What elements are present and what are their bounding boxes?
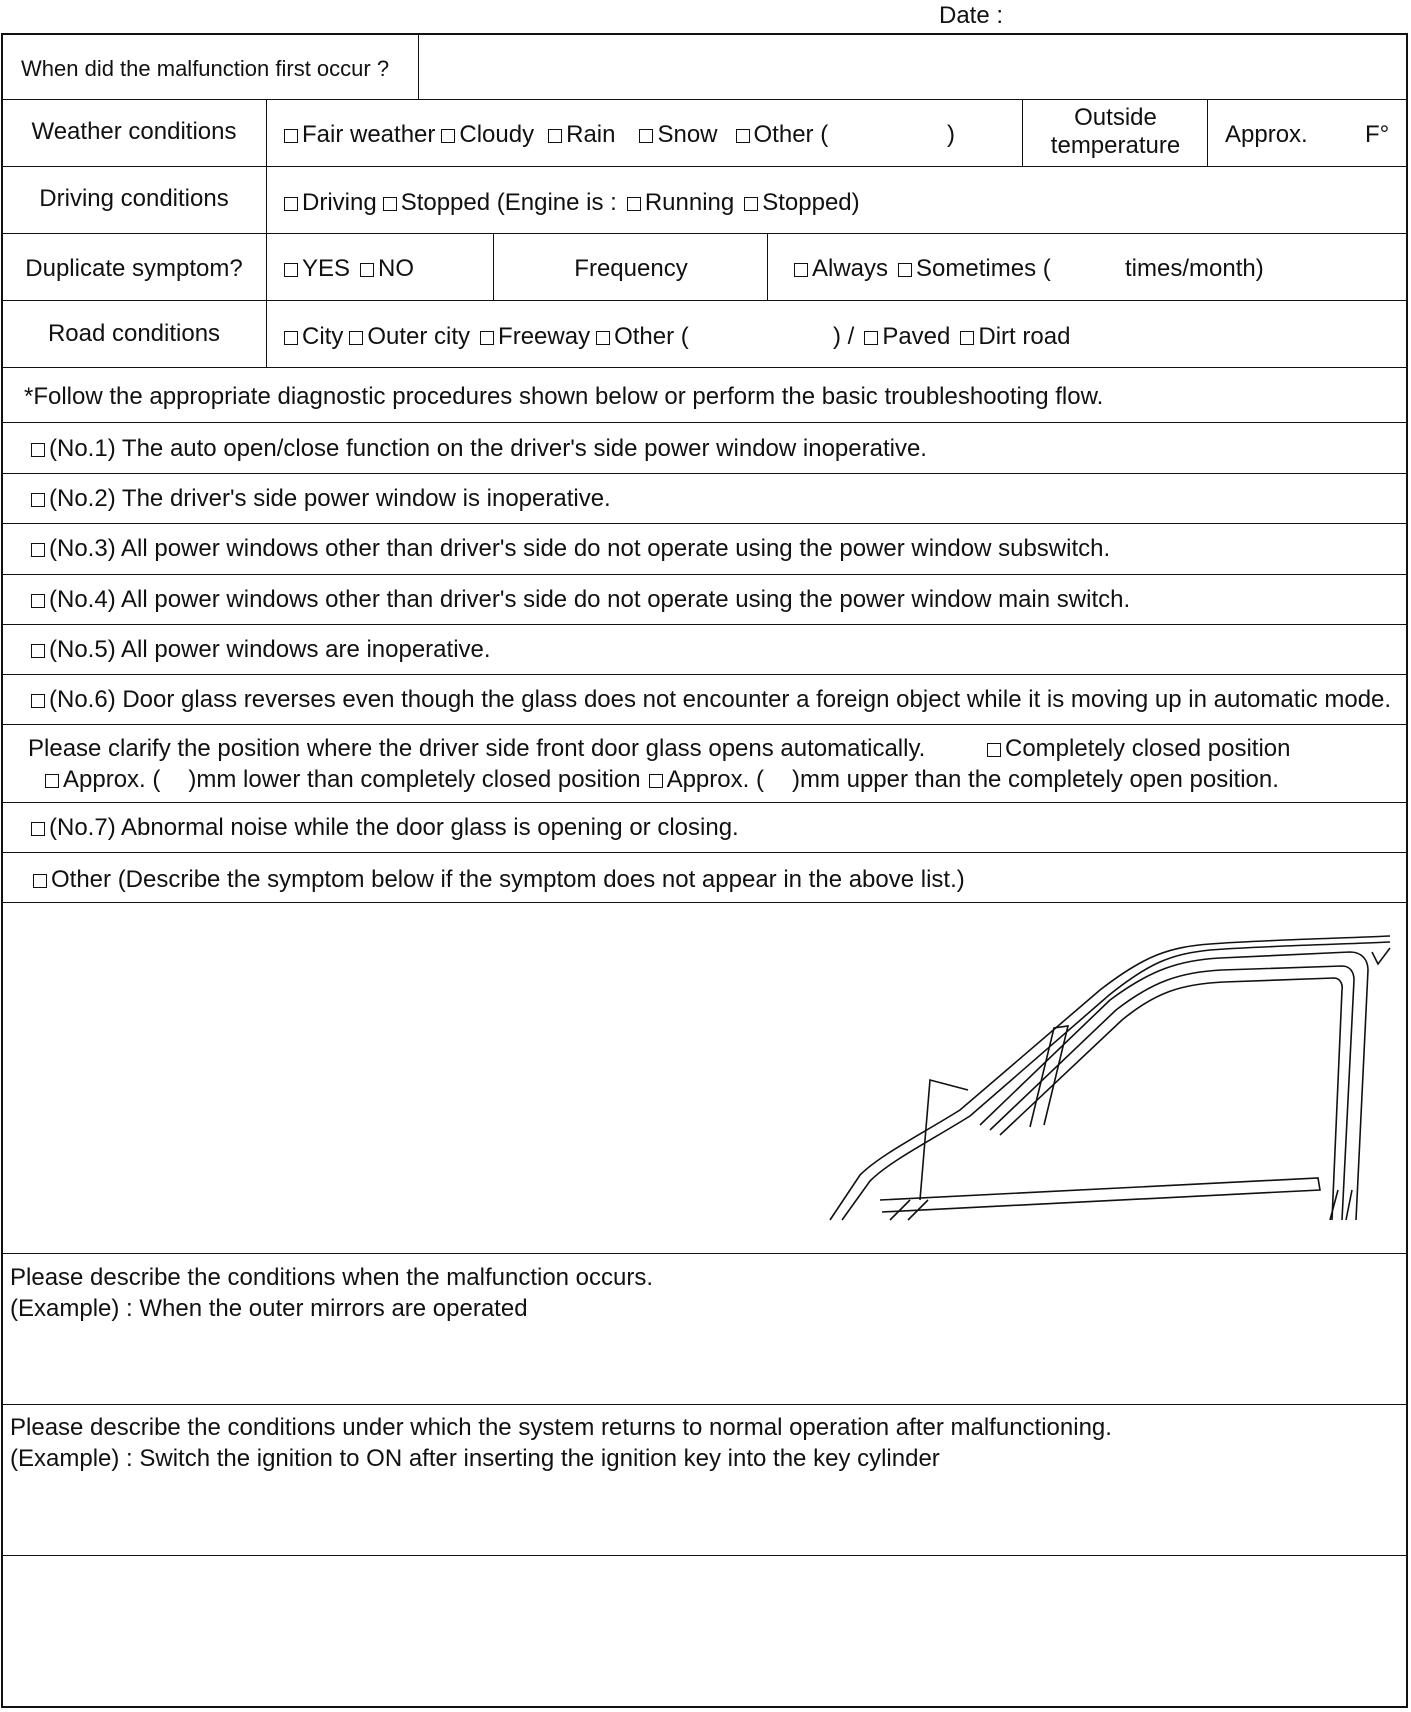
divider xyxy=(1,233,1408,234)
sometimes-label: Sometimes ( xyxy=(916,255,1051,282)
sketch-window-top-3 xyxy=(1000,978,1342,1220)
cloudy-label: Cloudy xyxy=(459,121,535,148)
sketch-glass-edge xyxy=(920,1080,968,1200)
approx-label: Approx. xyxy=(1225,121,1308,148)
yes-label: YES xyxy=(302,255,351,282)
clarify-closed xyxy=(987,735,1290,763)
sketch-corner-vent xyxy=(1372,948,1390,964)
divider xyxy=(1,574,1408,575)
symptom-1 xyxy=(31,435,927,463)
divider xyxy=(1,523,1408,524)
conditions-line2: (Example) : When the outer mirrors are operated xyxy=(10,1295,528,1322)
upper-label-a: Approx. ( xyxy=(666,766,764,793)
divider xyxy=(1,1253,1408,1254)
divider xyxy=(1,166,1408,167)
always-label: Always xyxy=(812,255,889,282)
symptom-5 xyxy=(31,636,491,664)
divider xyxy=(1,422,1408,423)
always-checkbox[interactable] xyxy=(794,263,808,277)
symptom-3 xyxy=(31,535,1110,563)
duplicate-options xyxy=(284,255,414,283)
weather-label: Weather conditions xyxy=(31,118,237,145)
freeway-label: Freeway xyxy=(498,323,591,350)
instruction-text: *Follow the appropriate diagnostic procedures shown below or perform the basic troubleshooting flow. xyxy=(24,383,1104,410)
driving-label: Driving conditions xyxy=(39,185,229,212)
symptom-2-label: (No.2) The driver's side power window is inoperative. xyxy=(49,485,611,512)
running-label: Running xyxy=(644,189,735,216)
symptom-1-label: (No.1) The auto open/close function on the driver's side power window inoperative. xyxy=(49,435,927,462)
lower-label-b: )mm lower than completely closed position xyxy=(188,766,641,793)
first-occur-label: When did the malfunction first occur ? xyxy=(21,56,390,81)
dirt-label: Dirt road xyxy=(978,323,1071,350)
divider xyxy=(1,367,1408,368)
clarify-line2 xyxy=(45,766,1279,794)
driving-options xyxy=(284,189,860,217)
fair-label: Fair weather xyxy=(302,121,436,148)
symptom-4 xyxy=(31,586,1130,614)
rain-checkbox[interactable] xyxy=(548,129,562,143)
road-other-checkbox[interactable] xyxy=(596,331,610,345)
symptom-6-checkbox[interactable] xyxy=(31,694,45,708)
sketch-beltline xyxy=(880,1178,1320,1212)
temp-unit: F° xyxy=(1365,121,1390,148)
sketch-window-top xyxy=(980,952,1368,1220)
symptom-7-label: (No.7) Abnormal noise while the door glass is opening or closing. xyxy=(49,814,739,841)
lower-label-a: Approx. ( xyxy=(63,766,161,793)
symptom-4-label: (No.4) All power windows other than driver's side do not operate using the power window main switch. xyxy=(49,586,1131,613)
divider xyxy=(1,1404,1408,1405)
sometimes-checkbox[interactable] xyxy=(898,263,912,277)
road-label: Road conditions xyxy=(47,320,221,347)
outside-temp-line2: temperature xyxy=(1050,132,1181,159)
divider xyxy=(493,233,494,300)
divider xyxy=(418,33,419,99)
upper-label-b: )mm upper than the completely open position. xyxy=(791,766,1279,793)
symptom-1-checkbox[interactable] xyxy=(31,443,45,457)
frequency-label: Frequency xyxy=(574,255,688,282)
driving-checkbox[interactable] xyxy=(284,197,298,211)
divider xyxy=(266,99,267,367)
road-options xyxy=(284,323,689,351)
dirt-checkbox[interactable] xyxy=(960,331,974,345)
symptom-4-checkbox[interactable] xyxy=(31,594,45,608)
yes-checkbox[interactable] xyxy=(284,263,298,277)
clarify-line1: Please clarify the position where the driver side front door glass opens automatically. xyxy=(28,735,926,762)
symptom-3-label: (No.3) All power windows other than driver's side do not operate using the power window subswitch. xyxy=(49,535,1111,562)
divider xyxy=(1,99,1408,100)
running-checkbox[interactable] xyxy=(627,197,641,211)
symptom-5-label: (No.5) All power windows are inoperative. xyxy=(49,636,491,663)
divider xyxy=(1207,99,1208,166)
divider xyxy=(1,473,1408,474)
divider xyxy=(1,1555,1408,1556)
city-checkbox[interactable] xyxy=(284,331,298,345)
paved-checkbox[interactable] xyxy=(864,331,878,345)
closed-position-checkbox[interactable] xyxy=(987,743,1001,757)
divider xyxy=(1,902,1408,903)
cloudy-checkbox[interactable] xyxy=(441,129,455,143)
rain-label: Rain xyxy=(566,121,616,148)
symptom-2 xyxy=(31,485,611,513)
road-slash: ) / xyxy=(833,323,855,350)
weather-close-paren: ) xyxy=(947,121,955,148)
outer-city-checkbox[interactable] xyxy=(349,331,363,345)
frequency-options xyxy=(794,255,1051,283)
conditions-line1: Please describe the conditions when the malfunction occurs. xyxy=(10,1264,654,1291)
symptom-5-checkbox[interactable] xyxy=(31,644,45,658)
upper-checkbox[interactable] xyxy=(649,774,663,788)
closed-position-label: Completely closed position xyxy=(1005,735,1291,762)
door-glass-sketch xyxy=(790,930,1400,1230)
duplicate-label: Duplicate symptom? xyxy=(25,255,243,282)
other-symptom-checkbox[interactable] xyxy=(33,874,47,888)
divider xyxy=(1,852,1408,853)
paved-label: Paved xyxy=(882,323,951,350)
weather-options xyxy=(284,121,828,149)
divider xyxy=(1,674,1408,675)
other-symptom xyxy=(33,866,965,894)
outside-temp-line1: Outside xyxy=(1074,104,1157,131)
symptom-6 xyxy=(31,686,1391,714)
no-label: NO xyxy=(378,255,415,282)
city-label: City xyxy=(302,323,344,350)
divider xyxy=(1,300,1408,301)
returns-line1: Please describe the conditions under which the system returns to normal operation after malfunctioning. xyxy=(10,1414,1112,1441)
freeway-checkbox[interactable] xyxy=(480,331,494,345)
snow-checkbox[interactable] xyxy=(639,129,653,143)
divider xyxy=(1,724,1408,725)
lower-checkbox[interactable] xyxy=(45,774,59,788)
snow-label: Snow xyxy=(657,121,718,148)
stopped-label: Stopped (Engine is : xyxy=(400,189,617,216)
symptom-7-checkbox[interactable] xyxy=(31,822,45,836)
other-symptom-label: Other (Describe the symptom below if the symptom does not appear in the above list.) xyxy=(51,866,965,893)
road-other-label: Other ( xyxy=(614,323,689,350)
symptom-2-checkbox[interactable] xyxy=(31,493,45,507)
fair-checkbox[interactable] xyxy=(284,129,298,143)
road-options-2 xyxy=(833,323,1070,351)
times-month: times/month) xyxy=(1125,255,1264,282)
symptom-6-label: (No.6) Door glass reverses even though the glass does not encounter a foreign object while it is moving up in automatic mode. xyxy=(49,686,1392,713)
symptom-7 xyxy=(31,814,739,842)
weather-other-checkbox[interactable] xyxy=(736,129,750,143)
weather-other-label: Other ( xyxy=(753,121,829,148)
outer-city-label: Outer city xyxy=(367,323,471,350)
no-checkbox[interactable] xyxy=(360,263,374,277)
engine-stopped-checkbox[interactable] xyxy=(744,197,758,211)
engine-stopped-label: Stopped) xyxy=(762,189,860,216)
symptom-3-checkbox[interactable] xyxy=(31,543,45,557)
divider xyxy=(767,233,768,300)
driving-opt-label: Driving xyxy=(302,189,377,216)
divider xyxy=(1,624,1408,625)
divider xyxy=(1022,99,1023,166)
divider xyxy=(1,802,1408,803)
date-label: Date : xyxy=(939,2,1004,29)
stopped-checkbox[interactable] xyxy=(383,197,397,211)
sketch-lower-lines xyxy=(890,1190,1352,1220)
returns-line2: (Example) : Switch the ignition to ON after inserting the ignition key into the key cylinder xyxy=(10,1445,940,1472)
